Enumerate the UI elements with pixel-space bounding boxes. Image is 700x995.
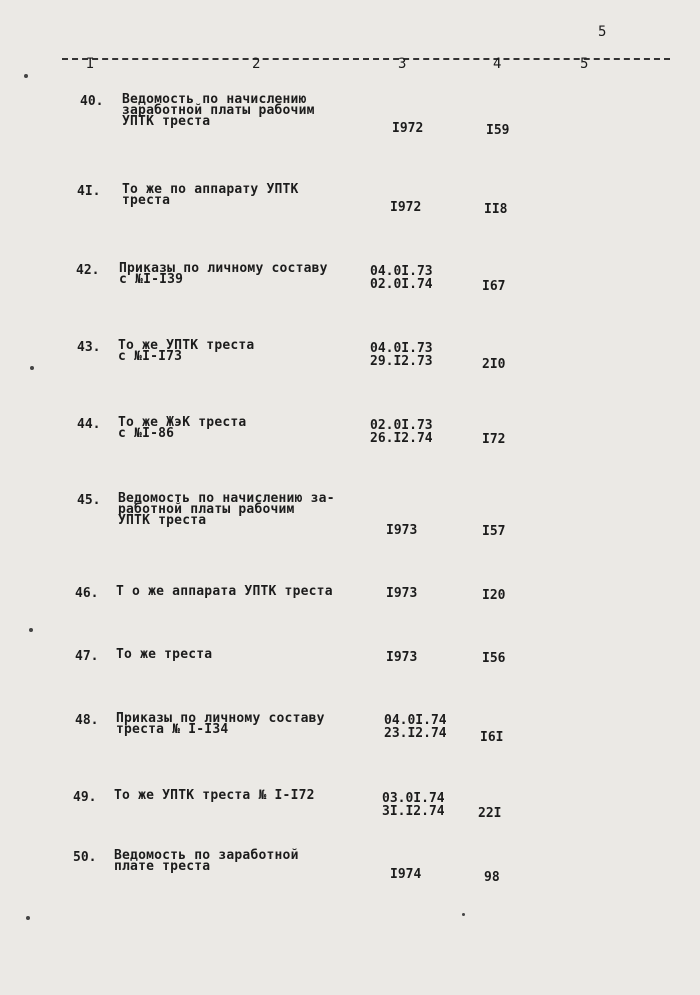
entry-sheets: 98	[484, 870, 500, 885]
column-header-3: 3	[398, 56, 407, 72]
entry-date: 04.0I.73 29.I2.73	[370, 341, 433, 369]
entry-date: 03.0I.74 3I.I2.74	[382, 791, 445, 819]
entry-title: То же треста	[116, 647, 213, 662]
entry-sheets: I72	[482, 432, 506, 447]
entry-number: 4I.	[77, 184, 101, 199]
entry-title: Приказы по личному составу с №I-I39	[119, 261, 328, 287]
entry-title: То же УПТК треста с №I-I73	[118, 338, 255, 364]
entry-date: I973	[386, 523, 418, 538]
entry-sheets: 2I0	[482, 357, 506, 372]
scan-speck	[26, 916, 30, 920]
entry-title: То же УПТК треста № I-I72	[114, 788, 315, 803]
entry-number: 49.	[73, 790, 97, 805]
entry-date: I972	[390, 200, 422, 215]
entry-sheets: I20	[482, 588, 506, 603]
entry-number: 46.	[75, 586, 99, 601]
entry-title: Ведомость по начислению заработной платы рабочим УПТК треста	[122, 92, 315, 129]
column-header-4: 4	[493, 56, 502, 72]
entry-sheets: I56	[482, 651, 506, 666]
entry-sheets: I6I	[480, 730, 504, 745]
entry-date: 04.0I.73 02.0I.74	[370, 264, 433, 292]
entry-date: I974	[390, 867, 422, 882]
entry-title: То же ЖэК треста с №I-86	[118, 415, 247, 441]
entry-number: 42.	[76, 263, 100, 278]
entry-date: I972	[392, 121, 424, 136]
entry-date: 02.0I.73 26.I2.74	[370, 418, 433, 446]
scan-speck	[29, 628, 33, 632]
entry-title: Ведомость по начислению за- работной платы рабочим УПТК треста	[118, 491, 335, 528]
entry-sheets: I59	[486, 123, 510, 138]
entry-number: 48.	[75, 713, 99, 728]
scan-speck	[462, 913, 465, 916]
entry-number: 45.	[77, 493, 101, 508]
column-header-1: I	[86, 56, 95, 72]
entry-number: 40.	[80, 94, 104, 109]
entry-sheets: I67	[482, 279, 506, 294]
entry-number: 43.	[77, 340, 101, 355]
entry-sheets: 22I	[478, 806, 502, 821]
entry-date: 04.0I.74 23.I2.74	[384, 713, 447, 741]
entry-sheets: I57	[482, 524, 506, 539]
entry-number: 50.	[73, 850, 97, 865]
entry-title: Ведомость по заработной плате треста	[114, 848, 299, 874]
column-header-5: 5	[580, 56, 589, 72]
entry-title: Т о же аппарата УПТК треста	[116, 584, 333, 599]
entry-date: I973	[386, 650, 418, 665]
page-number: 5	[598, 24, 607, 40]
entry-number: 44.	[77, 417, 101, 432]
entry-sheets: II8	[484, 202, 508, 217]
entry-date: I973	[386, 586, 418, 601]
entry-title: Приказы по личному составу треста № I-I34	[116, 711, 325, 737]
scan-speck	[24, 74, 28, 78]
entry-number: 47.	[75, 649, 99, 664]
header-rule	[62, 58, 670, 60]
scan-speck	[30, 366, 34, 370]
entry-title: То же по аппарату УПТК треста	[122, 182, 299, 208]
column-header-2: 2	[252, 56, 261, 72]
